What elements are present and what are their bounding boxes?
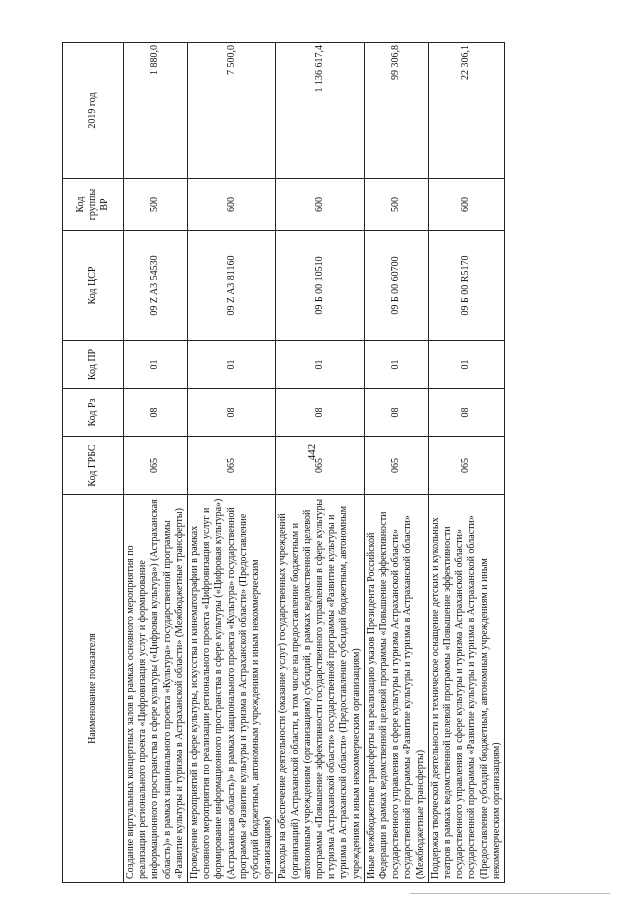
header-year: 2019 год bbox=[63, 43, 124, 179]
row-rz: 08 bbox=[364, 389, 428, 437]
table-header-row bbox=[63, 43, 124, 883]
row-amount: 99 306,8 bbox=[364, 43, 428, 179]
row-grbs: 065 bbox=[428, 437, 504, 495]
page-number: 442 bbox=[306, 443, 318, 461]
budget-table bbox=[62, 42, 505, 883]
row-amount: 1 136 617,4 bbox=[276, 43, 364, 179]
table-row bbox=[124, 43, 188, 883]
table-row bbox=[276, 43, 364, 883]
table-row bbox=[364, 43, 428, 883]
table-row bbox=[428, 43, 504, 883]
row-rz: 08 bbox=[276, 389, 364, 437]
rotated-table-container bbox=[62, 43, 590, 883]
row-grbs: 065 bbox=[364, 437, 428, 495]
row-rz: 08 bbox=[428, 389, 504, 437]
row-name: Проведение мероприятий в сфере культуры, искусства и кинематографии в рамках основного мероприятия по реализации регионального проекта «Цифровизация услуг и формирование информационного пространства в сфере культуры («Цифровая культура») (Астраханская область)» в рамках национального проекта «Культура» государственной программы «Развитие культуры и туризма в Астраханской области» (Предоставление субсидий бюджетным, автономным учреждениям и иным некоммерческим организациям) bbox=[188, 495, 276, 883]
header-pr: Код ПР bbox=[63, 341, 124, 389]
row-pr: 01 bbox=[364, 341, 428, 389]
row-pr: 01 bbox=[276, 341, 364, 389]
row-pr: 01 bbox=[188, 341, 276, 389]
header-name: Наименование показателя bbox=[63, 495, 124, 883]
row-rz: 08 bbox=[188, 389, 276, 437]
row-name: Иные межбюджетные трансферты на реализацию указов Президента Российской Федерации в рамках ведомственной целевой программы «Повышение эффективности государственного управления в сфере культуры и туризма Астраханской области» государственной программы «Развитие культуры и туризма в Астраханской области» (Межбюджетные трансферты) bbox=[364, 495, 428, 883]
header-csr: Код ЦСР bbox=[63, 231, 124, 341]
row-amount: 7 500,0 bbox=[188, 43, 276, 179]
row-pr: 01 bbox=[428, 341, 504, 389]
row-csr: 09 Б 00 R5170 bbox=[428, 231, 504, 341]
row-csr: 09 Z A3 54530 bbox=[124, 231, 188, 341]
row-vr: 500 bbox=[124, 179, 188, 231]
row-amount: 22 306,1 bbox=[428, 43, 504, 179]
header-grbs: Код ГРБС bbox=[63, 437, 124, 495]
row-rz: 08 bbox=[124, 389, 188, 437]
scan-edge-divider bbox=[410, 893, 610, 894]
header-vr: Код группы ВР bbox=[63, 179, 124, 231]
row-vr: 600 bbox=[188, 179, 276, 231]
row-name: Поддержка творческой деятельности и техническое оснащение детских и кукольных театров в рамках ведомственной целевой программы «Повышение эффективности государственного управления в сфере культуры и туризма Астраханской области» государственной программы «Развитие культуры и туризма в Астраханской области» (Предоставление субсидий бюджетным, автономным учреждениям и иным некоммерческим организациям) bbox=[428, 495, 504, 883]
header-rz: Код Рз bbox=[63, 389, 124, 437]
row-grbs: 065 bbox=[276, 437, 364, 495]
row-pr: 01 bbox=[124, 341, 188, 389]
row-grbs: 065 bbox=[124, 437, 188, 495]
row-amount: 1 880,0 bbox=[124, 43, 188, 179]
table-row bbox=[188, 43, 276, 883]
row-grbs: 065 bbox=[188, 437, 276, 495]
row-csr: 09 Б 00 60700 bbox=[364, 231, 428, 341]
row-vr: 500 bbox=[364, 179, 428, 231]
row-csr: 09 Б 00 10510 bbox=[276, 231, 364, 341]
row-vr: 600 bbox=[276, 179, 364, 231]
row-csr: 09 Z A3 81160 bbox=[188, 231, 276, 341]
row-vr: 600 bbox=[428, 179, 504, 231]
row-name: Расходы на обеспечение деятельности (оказание услуг) государственных учреждений (организаций) Астраханской области, в том числе на предоставление бюджетным и автономным учреждениям (организациям) субсидий, в рамках ведомственной целевой программы «Повышение эффективности государственного управления в сфере культуры и туризма Астраханской области» государственной программы «Развитие культуры и туризма в Астраханской области» (Предоставление субсидий бюджетным, автономным учреждениям и иным некоммерческим организациям) bbox=[276, 495, 364, 883]
row-name: Создание виртуальных концертных залов в рамках основного мероприятия по реализации регионального проекта «Цифровизация услуг и формирование информационного пространства в сфере культуры («Цифровая культура») (Астраханская область)» в рамках национального проекта «Культура» государственной программы «Развитие культуры и туризма в Астраханской области» (Межбюджетные трансферты) bbox=[124, 495, 188, 883]
